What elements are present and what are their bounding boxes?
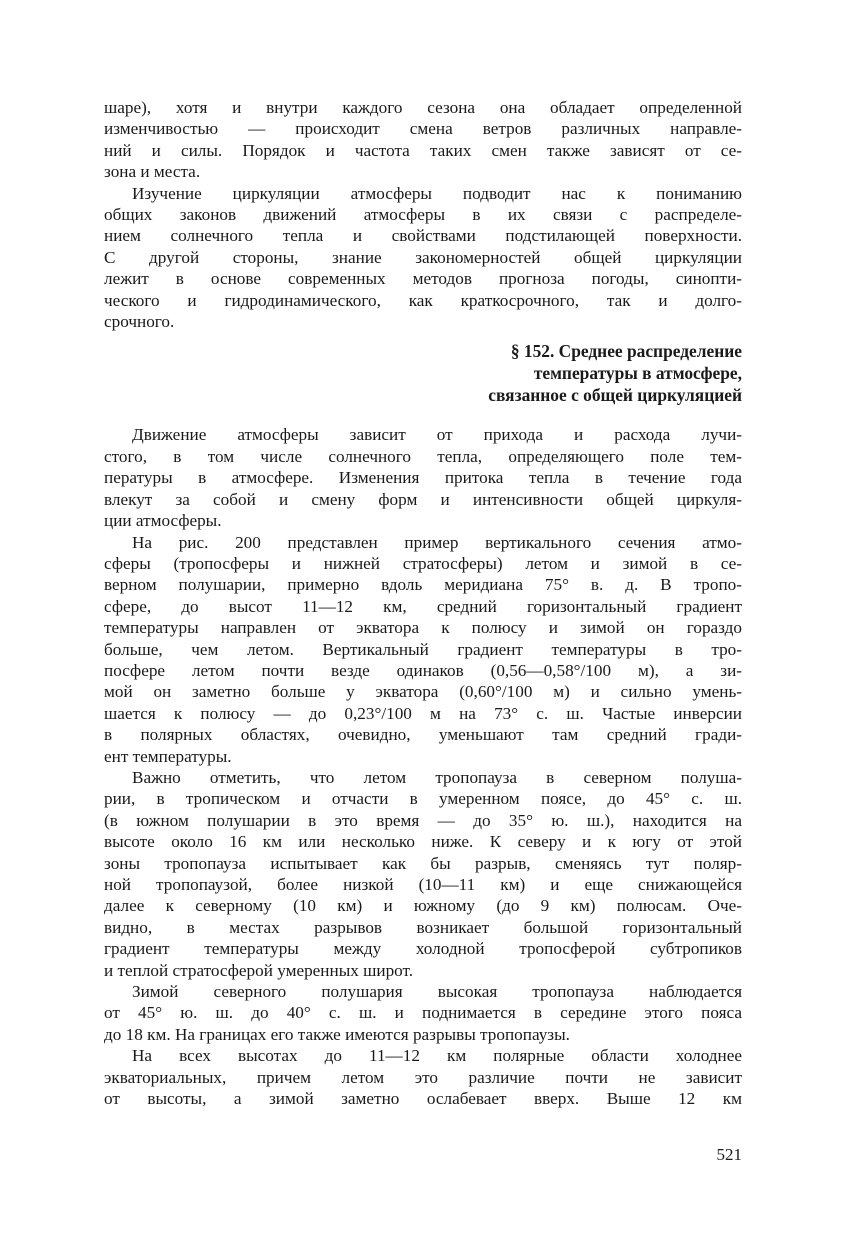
section-heading	[104, 340, 742, 406]
text-line: срочного.	[104, 312, 175, 332]
paragraph	[104, 424, 742, 531]
paragraph	[104, 981, 742, 1045]
text-line: пературы в атмосфере. Изменения притока тепла в течение года	[104, 468, 742, 488]
text-line: от высоты, а зимой заметно ослабевает вверх. Выше 12 км	[104, 1089, 742, 1109]
text-line: влекут за собой и смену форм и интенсивности общей циркуля-	[104, 489, 742, 509]
heading-line: температуры в атмосфере,	[533, 363, 742, 384]
text-line: экваториальных, причем летом это различие почти не зависит	[104, 1067, 742, 1087]
text-line: Движение атмосферы зависит от прихода и расхода лучи-	[132, 425, 742, 445]
text-line: ний и силы. Порядок и частота таких смен также зависят от се-	[104, 140, 742, 160]
text-line: видно, в местах разрывов возникает большой горизонтальный	[104, 917, 742, 937]
text-line: зоны тропопауза испытывает как бы разрыв, сменяясь тут поляр-	[104, 853, 742, 873]
paragraph	[104, 532, 742, 767]
page-number: 521	[716, 1145, 742, 1164]
text-line: Зимой северного полушария высокая тропопауза наблюдается	[132, 982, 742, 1002]
text-line: стого, в том числе солнечного тепла, определяющего поле тем-	[104, 446, 742, 466]
text-line: ческого и гидродинамического, как краткосрочного, так и долго-	[104, 290, 742, 310]
text-line: ент температуры.	[104, 746, 232, 766]
text-line: С другой стороны, знание закономерностей общей циркуляции	[104, 247, 742, 267]
text-line: больше, чем летом. Вертикальный градиент температуры в тро-	[104, 639, 742, 659]
text-line: мой он заметно больше у экватора (0,60°/100 м) и сильно умень-	[104, 682, 742, 702]
text-line: высоте около 16 км или несколько ниже. К северу и к югу от этой	[104, 832, 742, 852]
paragraph	[104, 1045, 742, 1109]
text-line: сфере, до высот 11—12 км, средний горизонтальный градиент	[104, 596, 742, 616]
text-line: в полярных областях, очевидно, уменьшают там средний гради-	[104, 725, 742, 745]
text-line: лежит в основе современных методов прогноза погоды, синопти-	[104, 269, 742, 289]
text-line: шается к полюсу — до 0,23°/100 м на 73° с. ш. Частые инверсии	[104, 703, 742, 723]
paragraph	[104, 183, 742, 333]
text-line: Изучение циркуляции атмосферы подводит нас к пониманию	[132, 183, 742, 203]
text-line: На всех высотах до 11—12 км полярные области холоднее	[132, 1046, 742, 1066]
heading-line: связанное с общей циркуляцией	[488, 385, 742, 406]
text-block-top	[104, 97, 742, 332]
text-line: до 18 км. На границах его также имеются разрывы тропопаузы.	[104, 1024, 570, 1044]
paragraph	[104, 97, 742, 183]
text-line: посфере летом почти везде одинаков (0,56—0,58°/100 м), а зи-	[104, 660, 742, 680]
text-line: от 45° ю. ш. до 40° с. ш. и поднимается в середине этого пояса	[104, 1003, 742, 1023]
text-line: шаре), хотя и внутри каждого сезона она обладает определенной	[104, 98, 742, 117]
text-line: ции атмосферы.	[104, 511, 222, 531]
text-line: и теплой стратосферой умеренных широт.	[104, 960, 414, 980]
text-line: нием солнечного тепла и свойствами подстилающей поверхности.	[104, 226, 742, 246]
text-line: зона и места.	[104, 162, 201, 182]
text-line: На рис. 200 представлен пример вертикального сечения атмо-	[132, 532, 742, 552]
text-line: температуры направлен от экватора к полюсу и зимой он гораздо	[104, 618, 742, 638]
text-line: сферы (тропосферы и нижней стратосферы) летом и зимой в се-	[104, 553, 742, 573]
heading-line: § 152. Среднее распределение	[510, 341, 742, 362]
text-line: общих законов движений атмосферы в их связи с распределе-	[104, 205, 742, 225]
text-line: верном полушарии, примерно вдоль меридиана 75° в. д. В тропо-	[104, 575, 742, 595]
paragraph	[104, 767, 742, 981]
text-line: далее к северному (10 км) и южному (до 9 км) полюсам. Оче-	[104, 896, 742, 916]
text-line: рии, в тропическом и отчасти в умеренном поясе, до 45° с. ш.	[104, 789, 742, 809]
text-line: градиент температуры между холодной тропосферой субтропиков	[104, 939, 742, 959]
text-line: ной тропопаузой, более низкой (10—11 км) и еще снижающейся	[104, 875, 742, 894]
text-line: изменчивостью — происходит смена ветров различных направле-	[104, 119, 742, 139]
text-line: Важно отметить, что летом тропопауза в северном полуша-	[132, 767, 742, 787]
text-block-bottom	[104, 424, 742, 1109]
text-line: (в южном полушарии в это время — до 35° ю. ш.), находится на	[104, 810, 742, 830]
document-page	[104, 97, 742, 1109]
